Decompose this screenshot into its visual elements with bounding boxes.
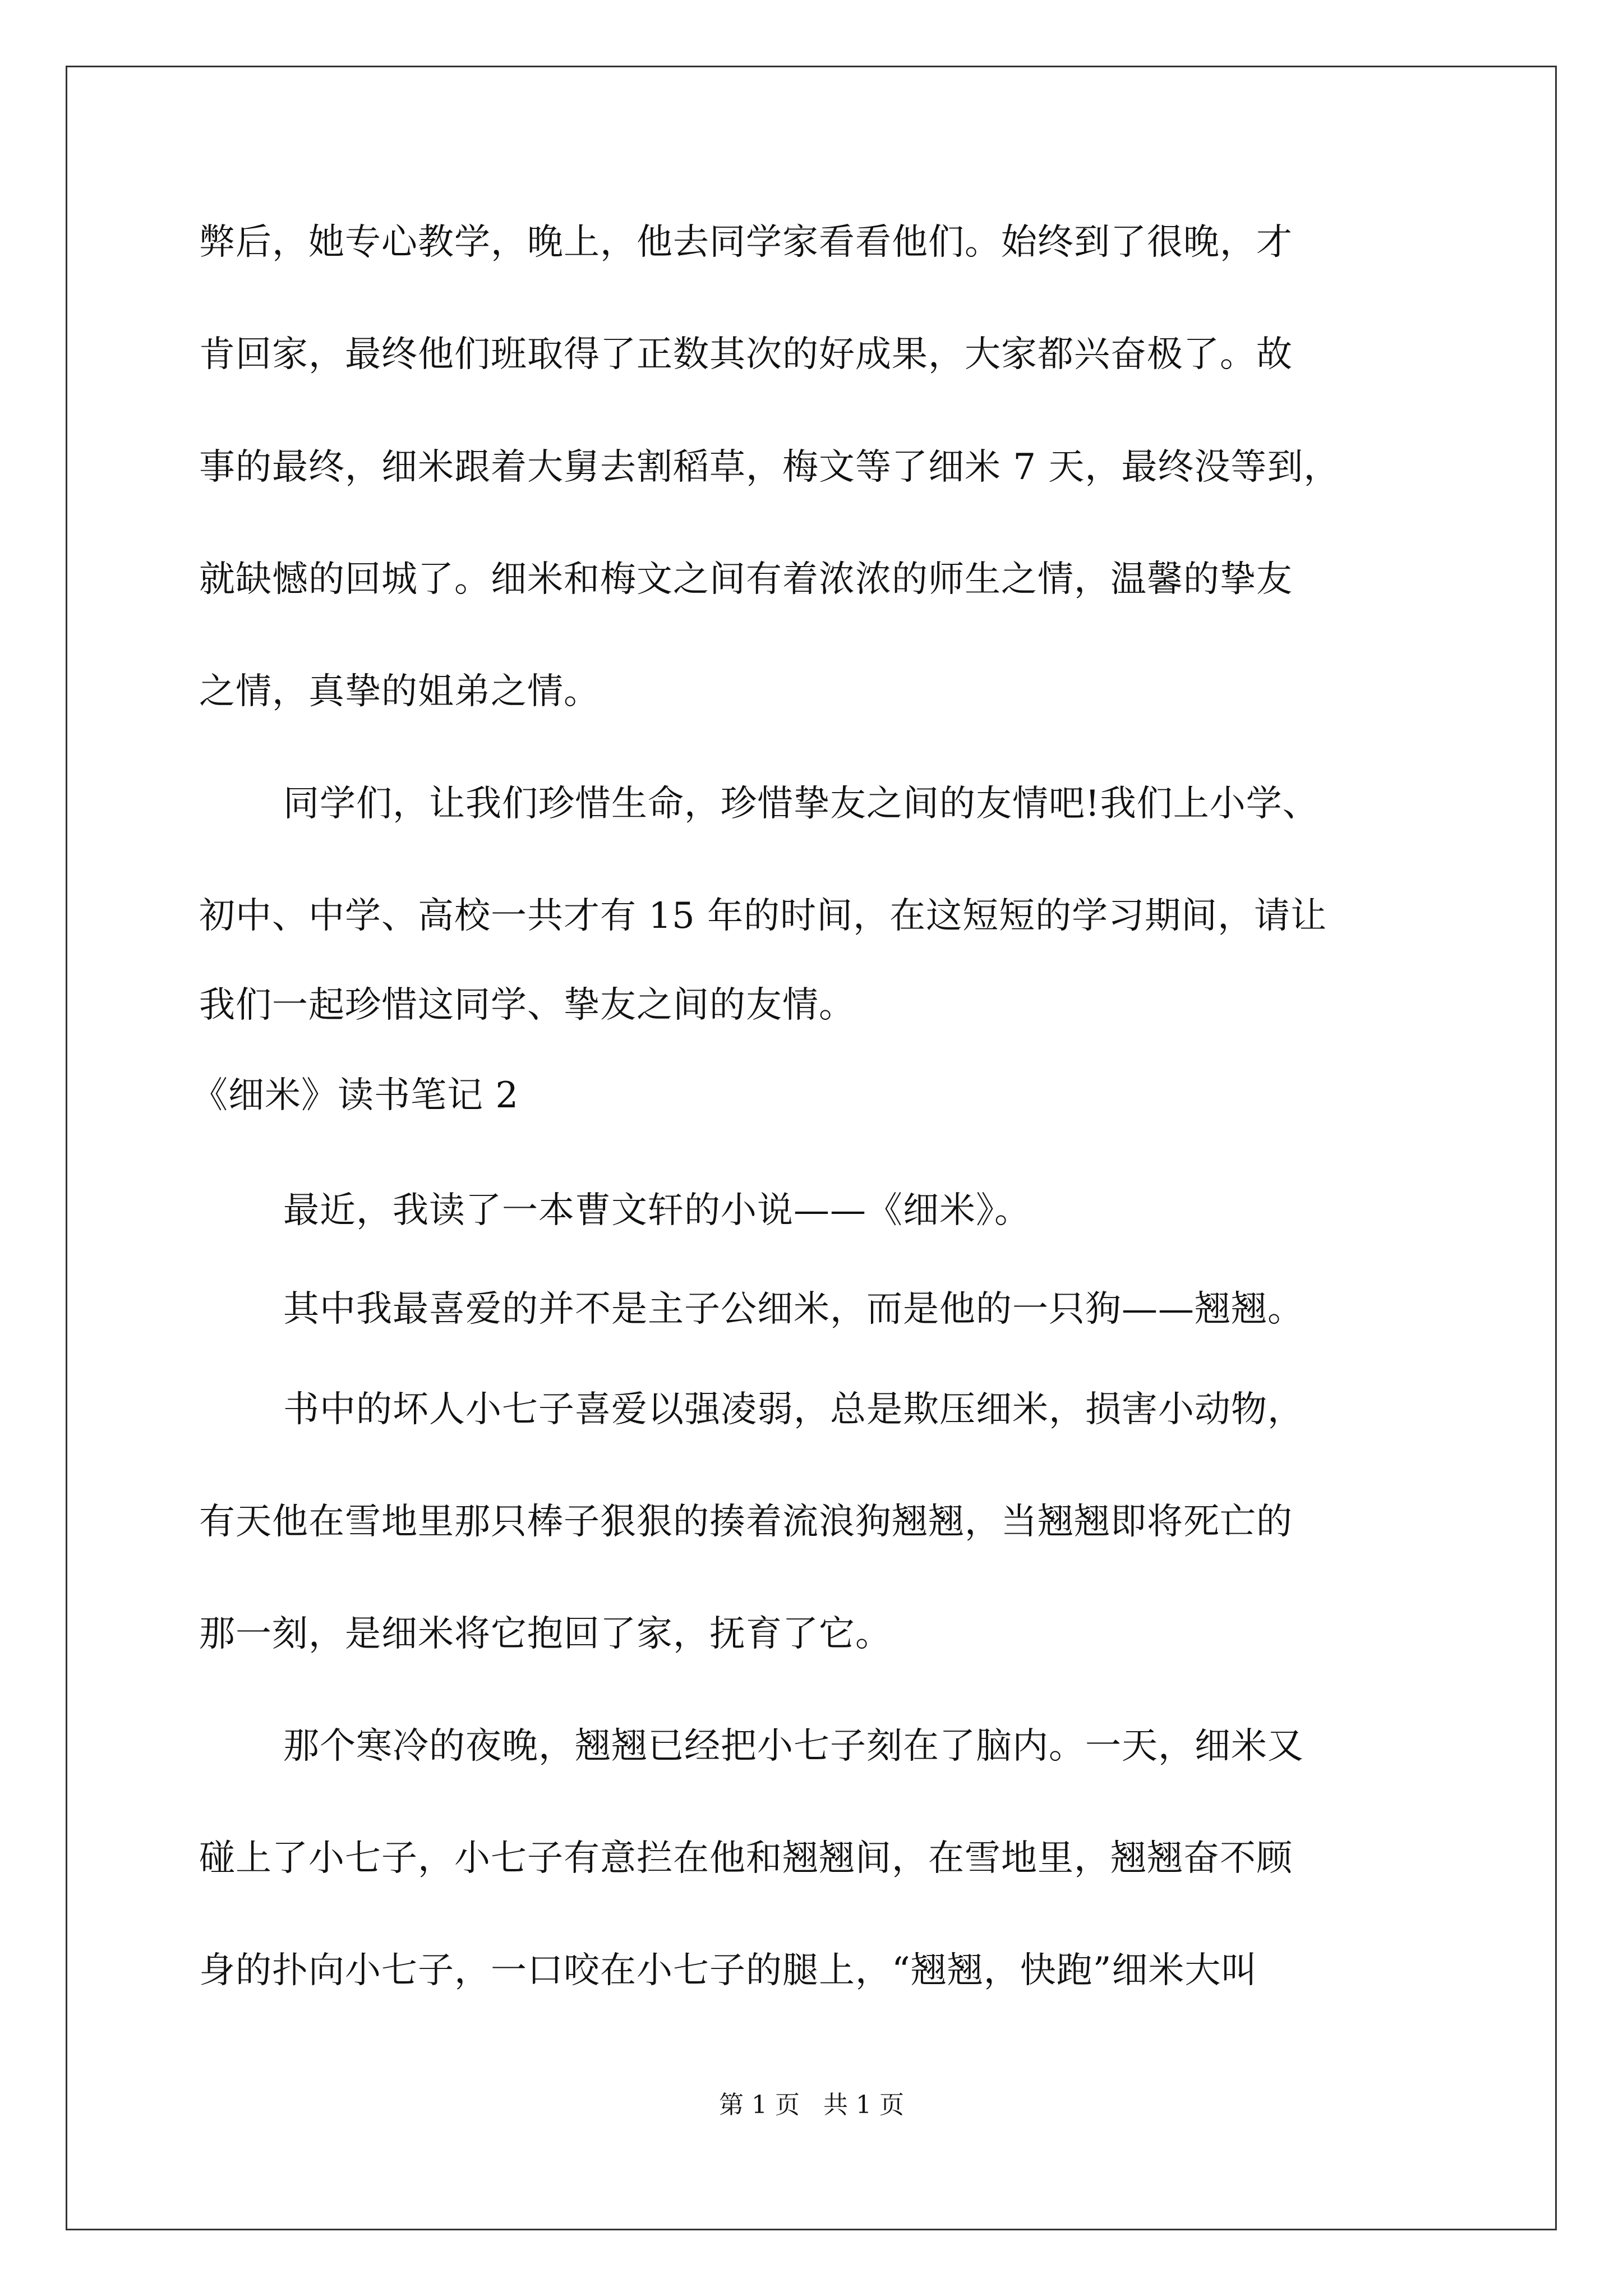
body-text-line: 最近，我读了一本曹文轩的小说——《细米》。	[283, 1190, 1031, 1231]
body-text-line: 肯回家，最终他们班取得了正数其次的好成果，大家都兴奋极了。故	[199, 334, 1293, 375]
body-text-line: 其中我最喜爱的并不是主子公细米，而是他的一只狗——翘翘。	[283, 1289, 1304, 1330]
body-text-line: 书中的坏人小七子喜爱以强凌弱，总是欺压细米，损害小动物，	[283, 1389, 1304, 1430]
section-heading: 《细米》读书笔记 2	[192, 1075, 519, 1116]
body-text-line: 之情，真挚的姐弟之情。	[199, 671, 600, 712]
body-text-line: 初中、中学、高校一共才有 15 年的时间，在这短短的学习期间，请让	[199, 895, 1327, 937]
body-text-line: 那一刻，是细米将它抱回了家，抚育了它。	[199, 1613, 892, 1655]
body-text-line: 碰上了小七子，小七子有意拦在他和翘翘间，在雪地里，翘翘奋不顾	[199, 1838, 1293, 1879]
page-border	[66, 66, 1557, 2230]
body-text-line: 那个寒冷的夜晚，翘翘已经把小七子刻在了脑内。一天，细米又	[283, 1726, 1304, 1767]
body-text-line: 我们一起珍惜这同学、挚友之间的友情。	[199, 984, 855, 1026]
body-text-line: 有天他在雪地里那只棒子狠狠的揍着流浪狗翘翘，当翘翘即将死亡的	[199, 1501, 1293, 1543]
body-text-line: 身的扑向小七子，一口咬在小七子的腿上，“翘翘，快跑”细米大叫	[199, 1950, 1258, 1991]
body-text-line: 同学们，让我们珍惜生命，珍惜挚友之间的友情吧!我们上小学、	[283, 783, 1319, 825]
body-text-line: 事的最终，细米跟着大舅去割稻草，梅文等了细米 7 天，最终没等到，	[199, 447, 1340, 488]
body-text-line: 弊后，她专心教学，晚上，他去同学家看看他们。始终到了很晚，才	[199, 222, 1293, 263]
body-text-line: 就缺憾的回城了。细米和梅文之间有着浓浓的师生之情，温馨的挚友	[199, 559, 1293, 600]
page-footer: 第 1 页 共 1 页	[719, 2091, 904, 2119]
